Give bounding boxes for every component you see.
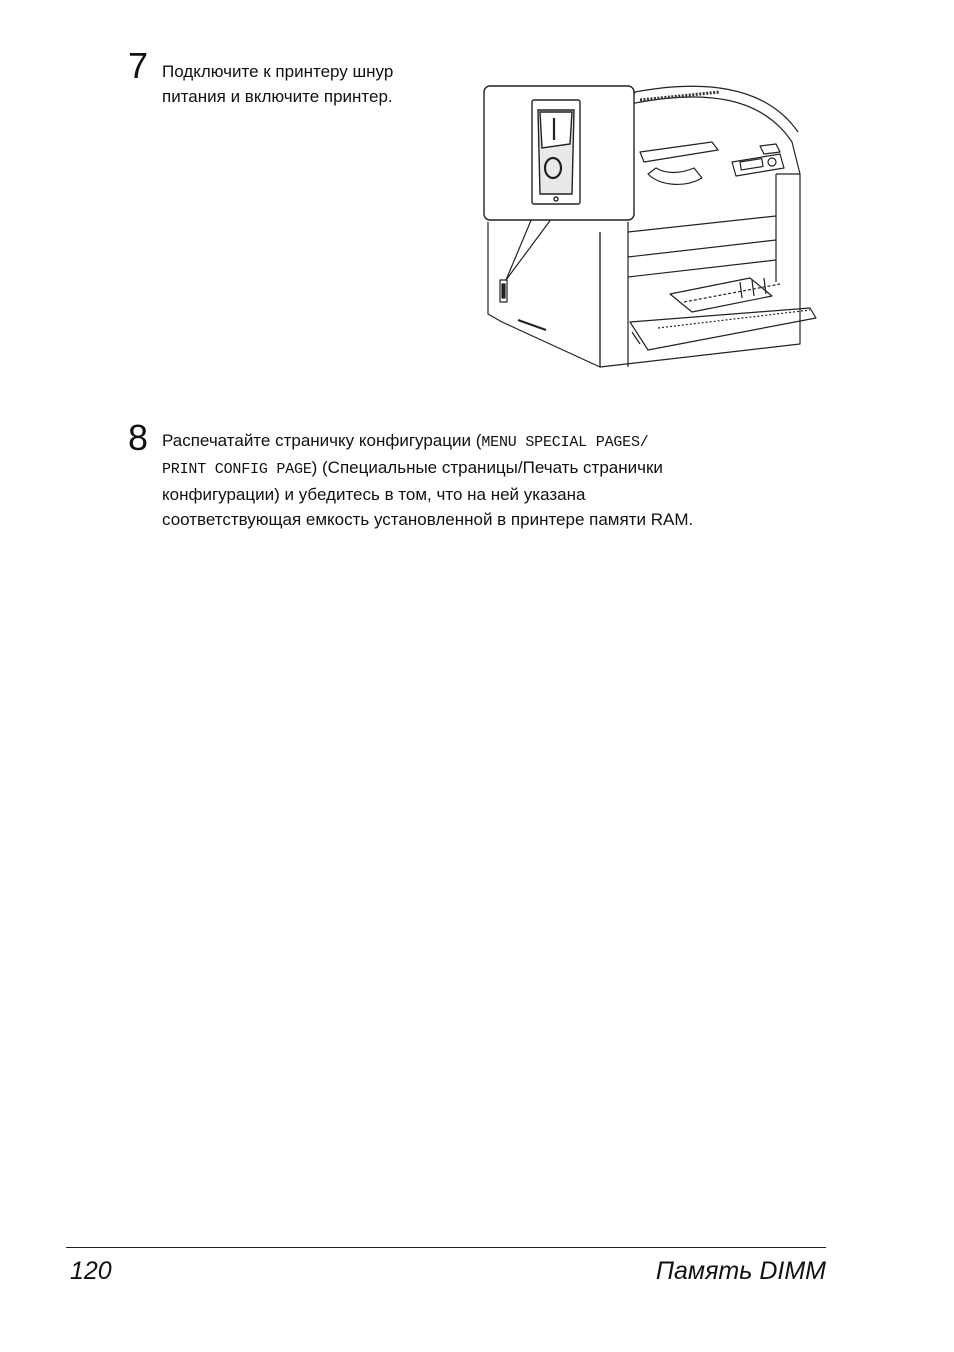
step-8-line-2 <box>162 455 852 482</box>
page-number: 120 <box>70 1257 112 1285</box>
step-8-number: 8 <box>128 417 149 458</box>
step-8-text-part-2: ) (Специальные страницы/Печать странички <box>311 458 663 477</box>
menu-path-part-2: PRINT CONFIG PAGE <box>162 461 312 478</box>
printer-power-switch-illustration <box>480 82 820 372</box>
step-7-line-2: питания и включите принтер. <box>162 87 393 106</box>
step-8-line-3: конфигурации) и убедитесь в том, что на ней указана <box>162 485 586 504</box>
section-title: Память DIMM <box>655 1257 826 1285</box>
step-7-line-1: Подключите к принтеру шнур <box>162 62 394 81</box>
footer-divider <box>66 1247 826 1248</box>
menu-path-part-1: MENU SPECIAL PAGES/ <box>481 434 649 451</box>
step-8-line-4: соответствующая емкость установленной в принтере памяти RAM. <box>162 510 694 529</box>
step-8-line-1 <box>162 428 852 455</box>
step-7-instruction <box>162 59 462 109</box>
step-7-number: 7 <box>128 45 149 86</box>
step-8-instruction <box>162 428 852 532</box>
step-8-text-part-1: Распечатайте страничку конфигурации ( <box>162 431 482 450</box>
power-switch-icon <box>532 100 580 204</box>
